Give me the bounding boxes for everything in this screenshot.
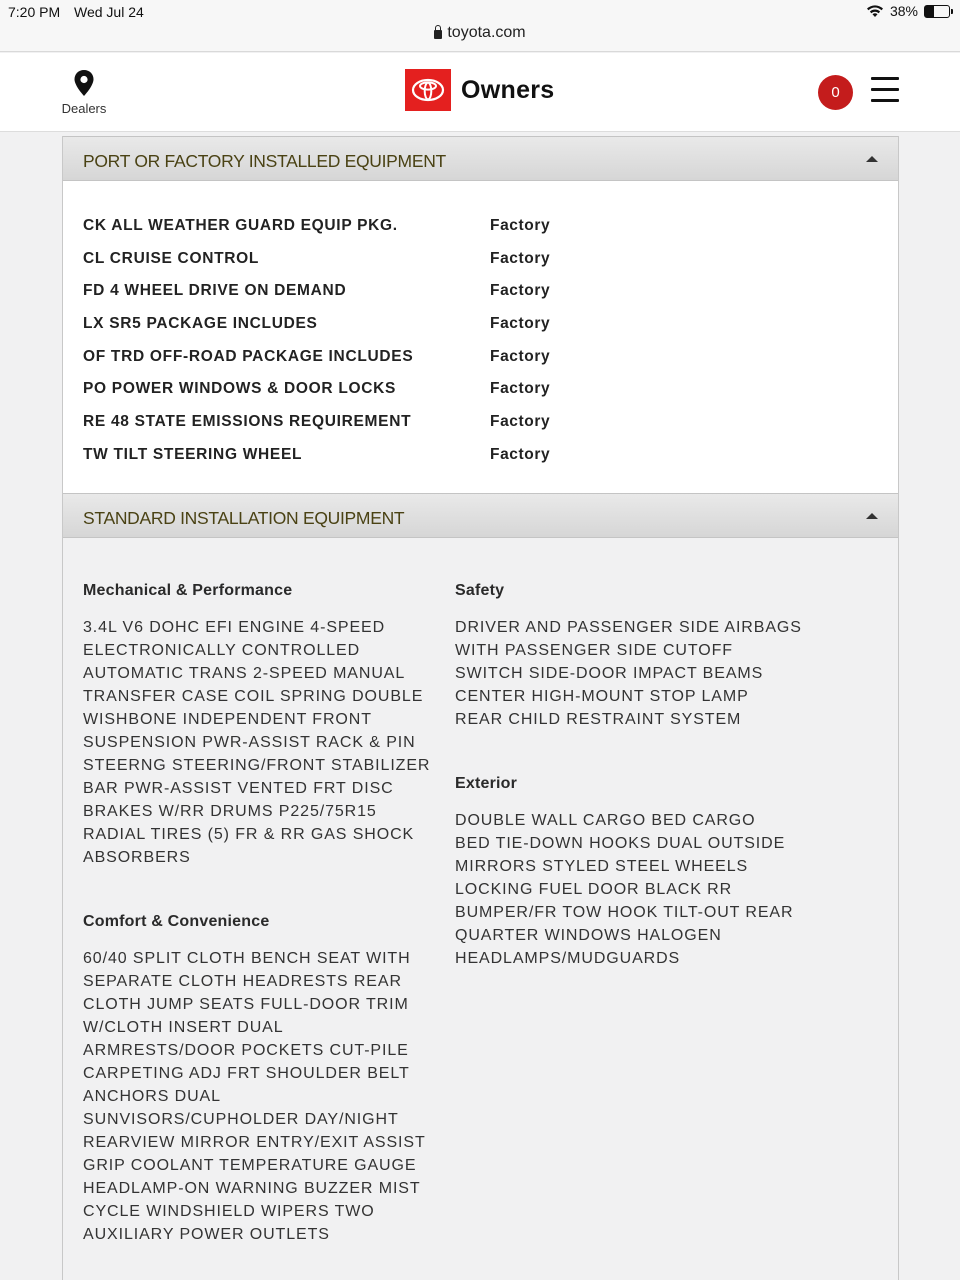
equipment-name: RE 48 STATE EMISSIONS REQUIREMENT bbox=[83, 413, 412, 430]
status-date: Wed Jul 24 bbox=[74, 4, 144, 20]
category-title-exterior: Exterior bbox=[455, 775, 518, 792]
equipment-name: LX SR5 PACKAGE INCLUDES bbox=[83, 315, 318, 332]
dealers-button[interactable] bbox=[56, 69, 112, 116]
url-text: toyota.com bbox=[447, 24, 526, 41]
wifi-icon bbox=[866, 4, 884, 18]
standard-equipment-content bbox=[63, 538, 898, 1280]
notification-badge[interactable]: 0 bbox=[818, 75, 853, 110]
equipment-name: OF TRD OFF-ROAD PACKAGE INCLUDES bbox=[83, 348, 414, 365]
equipment-row bbox=[83, 315, 883, 335]
port-equipment-list bbox=[63, 181, 898, 494]
status-bar bbox=[0, 0, 960, 52]
category-text-comfort: 60/40 SPLIT CLOTH BENCH SEAT WITH SEPARATE CLOTH HEADRESTS REAR CLOTH JUMP SEATS FULL-DOOR TRIM W/CLOTH INSERT DUAL ARMRESTS/DOOR POCKETS CUT-PILE CARPETING ADJ FRT SHOULDER BELT ANCHORS DUAL SUNVISORS/CUPHOLDER DAY/NIGHT REARVIEW MIRROR ENTRY/EXIT ASSIST GRIP COOLANT TEMPERATURE GAUGE HEADLAMP-ON WARNING BUZZER MIST CYCLE WINDSHIELD WIPERS TWO AUXILIARY POWER OUTLETS bbox=[83, 950, 426, 1243]
equipment-type: Factory bbox=[490, 380, 551, 397]
dealers-label: Dealers bbox=[61, 101, 107, 116]
equipment-row bbox=[83, 413, 883, 433]
toyota-logo-icon bbox=[405, 69, 451, 111]
equipment-row bbox=[83, 217, 883, 237]
battery-icon bbox=[924, 5, 950, 18]
map-pin-icon bbox=[73, 69, 95, 97]
category-text-mechanical: 3.4L V6 DOHC EFI ENGINE 4-SPEED ELECTRONICALLY CONTROLLED AUTOMATIC TRANS 2-SPEED MANUAL TRANSFER CASE COIL SPRING DOUBLE WISHBONE INDEPENDENT FRONT SUSPENSION PWR-ASSIST RACK & PIN STEERNG STEERING/FRONT STABILIZER BAR PWR-ASSIST VENTED FRT DISC BRAKES W/RR DRUMS P225/75R15 RADIAL TIRES (5) FR & RR GAS SHOCK ABSORBERS bbox=[83, 619, 431, 866]
collapse-caret-icon[interactable] bbox=[866, 513, 878, 519]
equipment-row bbox=[83, 250, 883, 270]
equipment-type: Factory bbox=[490, 446, 551, 463]
equipment-type: Factory bbox=[490, 282, 551, 299]
equipment-name: TW TILT STEERING WHEEL bbox=[83, 446, 303, 463]
battery-percent: 38% bbox=[889, 3, 918, 19]
equipment-type: Factory bbox=[490, 348, 551, 365]
port-section-title: PORT OR FACTORY INSTALLED EQUIPMENT bbox=[83, 151, 446, 171]
category-title-mechanical: Mechanical & Performance bbox=[83, 582, 293, 599]
lock-icon bbox=[434, 30, 442, 39]
category-title-safety: Safety bbox=[455, 582, 505, 599]
category-text-safety: DRIVER AND PASSENGER SIDE AIRBAGS WITH PASSENGER SIDE CUTOFF SWITCH SIDE-DOOR IMPACT BEAMS CENTER HIGH-MOUNT STOP LAMP REAR CHILD RESTRAINT SYSTEM bbox=[455, 619, 802, 728]
equipment-type: Factory bbox=[490, 413, 551, 430]
brand-title: Owners bbox=[461, 75, 555, 104]
equipment-row bbox=[83, 446, 883, 466]
category-title-comfort: Comfort & Convenience bbox=[83, 913, 270, 930]
equipment-name: CK ALL WEATHER GUARD EQUIP PKG. bbox=[83, 217, 398, 234]
equipment-name: PO POWER WINDOWS & DOOR LOCKS bbox=[83, 380, 397, 397]
collapse-caret-icon[interactable] bbox=[866, 156, 878, 162]
equipment-panel bbox=[62, 136, 899, 1280]
status-time: 7:20 PM bbox=[8, 4, 61, 20]
battery-level bbox=[925, 6, 934, 17]
port-section-header[interactable] bbox=[63, 136, 898, 181]
hamburger-menu-icon[interactable] bbox=[871, 77, 899, 105]
equipment-type: Factory bbox=[490, 315, 551, 332]
category-text-exterior: DOUBLE WALL CARGO BED CARGO BED TIE-DOWN HOOKS DUAL OUTSIDE MIRRORS STYLED STEEL WHEELS LOCKING FUEL DOOR BLACK RR BUMPER/FR TOW HOOK TILT-OUT REAR QUARTER WINDOWS HALOGEN HEADLAMPS/MUDGUARDS bbox=[455, 812, 794, 967]
equipment-row bbox=[83, 348, 883, 368]
standard-section-title: STANDARD INSTALLATION EQUIPMENT bbox=[83, 508, 405, 528]
equipment-name: FD 4 WHEEL DRIVE ON DEMAND bbox=[83, 282, 347, 299]
equipment-row bbox=[83, 380, 883, 400]
standard-section-header[interactable] bbox=[63, 493, 898, 538]
site-header bbox=[0, 53, 960, 132]
equipment-row bbox=[83, 282, 883, 302]
brand-link[interactable] bbox=[405, 69, 555, 111]
equipment-name: CL CRUISE CONTROL bbox=[83, 250, 260, 267]
address-bar[interactable] bbox=[0, 24, 960, 42]
status-indicators bbox=[866, 3, 950, 19]
equipment-type: Factory bbox=[490, 250, 551, 267]
equipment-type: Factory bbox=[490, 217, 551, 234]
